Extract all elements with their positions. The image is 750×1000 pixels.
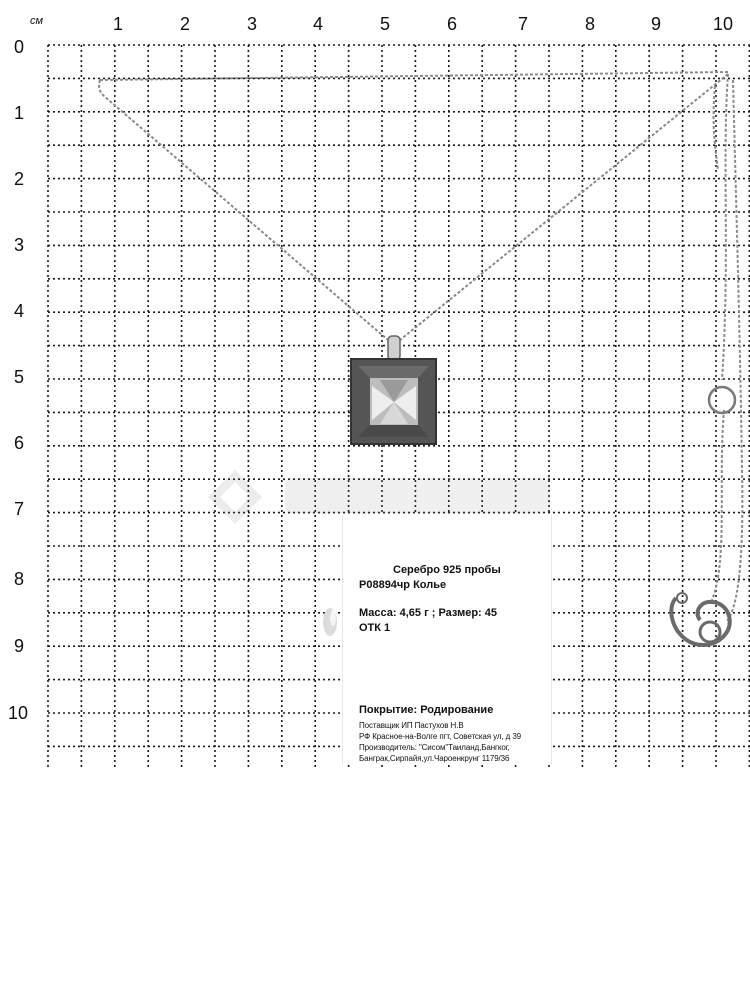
y-tick-label: 4 xyxy=(14,301,25,321)
y-tick-label: 3 xyxy=(14,235,25,255)
y-tick-label: 5 xyxy=(14,367,25,387)
x-tick-label: 9 xyxy=(651,14,662,34)
jump-ring-icon xyxy=(709,387,735,413)
x-tick-label: 2 xyxy=(180,14,191,34)
unit-label: см xyxy=(30,15,44,27)
x-tick-label: 6 xyxy=(447,14,458,34)
y-tick-label: 1 xyxy=(14,103,25,123)
y-tick-label: 9 xyxy=(14,636,25,656)
tag-material: Серебро 925 пробы xyxy=(393,564,501,576)
y-tick-label: 10 xyxy=(8,703,29,723)
tag-manufacturer-address: Банграк,Сирпайя,ул.Чароенкрунг 1179/36 xyxy=(359,754,510,763)
tag-address: РФ Красное-на-Волге пгт, Советская ул, д 39 xyxy=(359,732,522,741)
tag-weight-size: Масса: 4,65 г ; Размер: 45 xyxy=(359,607,498,619)
y-tick-label: 2 xyxy=(14,169,25,189)
y-tick-label: 8 xyxy=(14,569,25,589)
x-tick-label: 8 xyxy=(585,14,596,34)
x-tick-label: 5 xyxy=(380,14,391,34)
y-tick-label: 0 xyxy=(14,37,25,57)
x-tick-label: 1 xyxy=(113,14,124,34)
y-tick-label: 7 xyxy=(14,499,25,519)
pendant-bail xyxy=(388,336,400,360)
tag-otk: ОТК 1 xyxy=(359,622,391,634)
product-tag xyxy=(342,515,552,765)
lobster-clasp-icon xyxy=(671,593,729,645)
tag-supplier: Поставщик ИП Пастухов Н.В xyxy=(359,721,464,730)
tag-article: Р08894чр Колье xyxy=(359,579,447,591)
round-stud-icon xyxy=(323,608,337,636)
x-tick-label: 7 xyxy=(518,14,529,34)
x-tick-label: 4 xyxy=(313,14,324,34)
tag-manufacturer: Производитель: "Сисом"Таиланд,Бангког, xyxy=(359,743,510,752)
x-tick-label: 3 xyxy=(247,14,258,34)
pendant-square-icon xyxy=(351,359,436,444)
tag-coating: Покрытие: Родирование xyxy=(359,704,494,716)
y-tick-label: 6 xyxy=(14,433,25,453)
x-tick-label: 10 xyxy=(713,14,734,34)
